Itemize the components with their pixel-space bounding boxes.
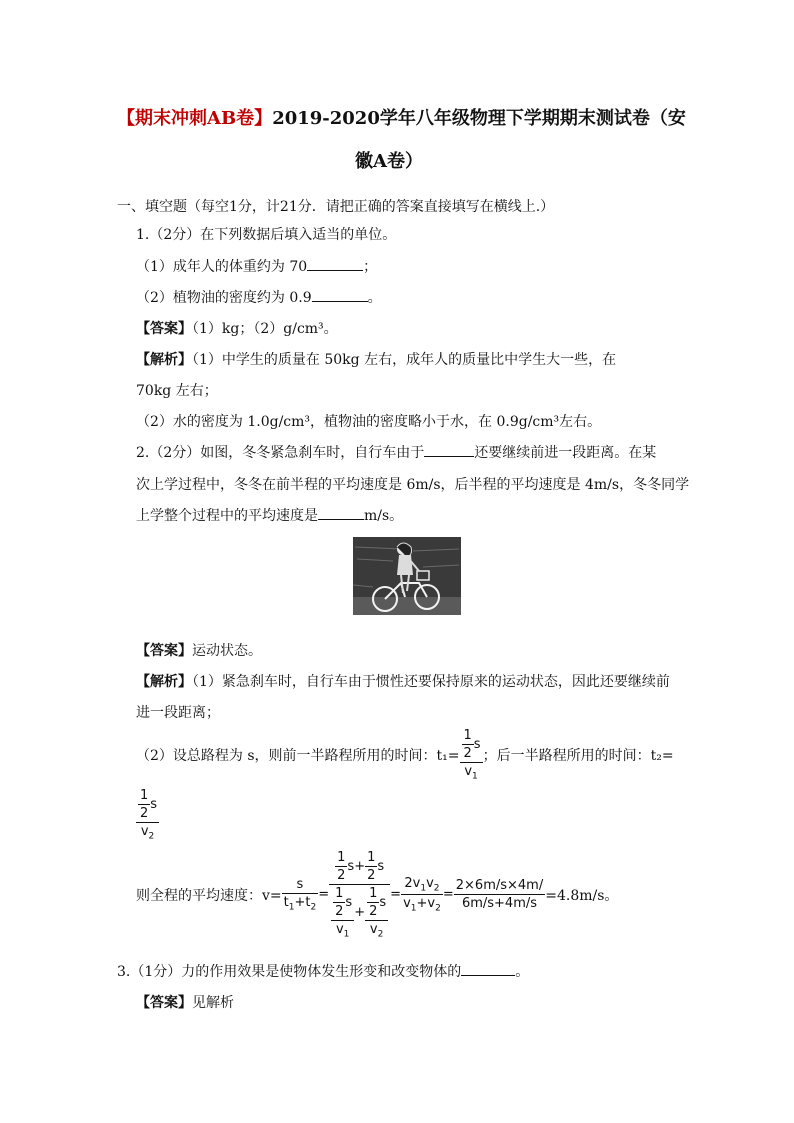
answer-blank[interactable] <box>312 287 368 302</box>
q3-stem: 3.（1分）力的作用效果是使物体发生形变和改变物体的 。 <box>117 961 529 981</box>
title-main: 2019-2020学年八年级物理下学期期末测试卷（安 <box>272 108 686 129</box>
q2-stem-line2: 次上学过程中，冬冬在前半程的平均速度是 6m/s，后半程的平均速度是 4m/s，冬冬同学 <box>136 477 690 493</box>
q1-analysis-line3: （2）水的密度为 1.0g/cm³，植物油的密度略小于水，在 0.9g/cm³左右。 <box>136 414 602 430</box>
section-heading: 一、填空题（每空1分，计21分．请把正确的答案直接填写在横线上.） <box>117 199 555 215</box>
title-prefix: 【期末冲刺AB卷】 <box>117 108 273 129</box>
q1-analysis-line2: 70kg 左右； <box>136 383 218 399</box>
average-speed-formula: 则全程的平均速度：v= $\frac{s}{t_1+t_2}$ = $\frac{1}{2}$ s + $\frac{1}{2}$ s $\frac{1}{2}$ s $v_1$ + $\frac{1}{2}$ s $v_2$ = $\frac{2v_1v_2}{v_1+v_2}$ = $\frac{2\times 6m/s\times 4m/}{6m/s+4m/s}$ =4.8m/s。 <box>136 850 619 940</box>
fraction-s-over-t: $\frac{s}{t_1+t_2}$ <box>283 877 317 913</box>
document-title-line1 <box>117 104 686 130</box>
fraction-compound: $\frac{1}{2}$ s + $\frac{1}{2}$ s $\frac{1}{2}$ s $v_1$ + $\frac{1}{2}$ s $v_2$ <box>329 850 390 940</box>
q2-stem-line3: 上学整个过程中的平均速度是 m/s。 <box>136 505 403 525</box>
q2-analysis-line1: 【解析】（1）紧急刹车时，自行车由于惯性还要保持原来的运动状态，因此还要继续前 <box>136 674 670 690</box>
cyclist-illustration <box>353 537 461 623</box>
fraction-2v1v2: $\frac{2v_1v_2}{v_1+v_2}$ <box>403 875 441 914</box>
q1-stem: 1.（2分）在下列数据后填入适当的单位。 <box>136 227 397 243</box>
q2-analysis-line3: （2）设总路程为 s，则前一半路程所用的时间：t₁= $\frac{1}{2}$ s $v_1$ ；后一半路程所用的时间：t₂= <box>136 728 674 782</box>
q1-analysis-line1: 【解析】（1）中学生的质量在 50kg 左右，成年人的质量比中学生大一些，在 <box>136 352 617 368</box>
cyclist-image <box>353 537 461 623</box>
answer-blank[interactable] <box>307 256 363 271</box>
q1-answer: 【答案】（1）kg；（2）g/cm³。 <box>136 321 338 337</box>
answer-blank[interactable] <box>318 505 364 520</box>
answer-blank[interactable] <box>461 961 515 976</box>
q3-answer: 【答案】见解析 <box>136 995 234 1011</box>
q2-stem-line1: 2.（2分）如图，冬冬紧急刹车时，自行车由于 还要继续前进一段距离。在某 <box>136 442 656 462</box>
q2-answer: 【答案】运动状态。 <box>136 643 262 659</box>
document-title-line2: 徽A卷） <box>355 151 423 172</box>
q1-part1: （1）成年人的体重约为 70 ； <box>136 256 377 276</box>
q2-analysis-line2: 进一段距离； <box>136 705 220 721</box>
fraction-t2: $\frac{1}{2}$ s $v_2$ <box>136 788 159 842</box>
q1-part2: （2）植物油的密度约为 0.9 。 <box>136 287 382 307</box>
fraction-t1: $\frac{1}{2}$ s $v_1$ <box>460 728 483 782</box>
fraction-numeric: $\frac{2\times 6m/s\times 4m/}{6m/s+4m/s}$ <box>455 878 544 912</box>
answer-blank[interactable] <box>424 442 474 457</box>
